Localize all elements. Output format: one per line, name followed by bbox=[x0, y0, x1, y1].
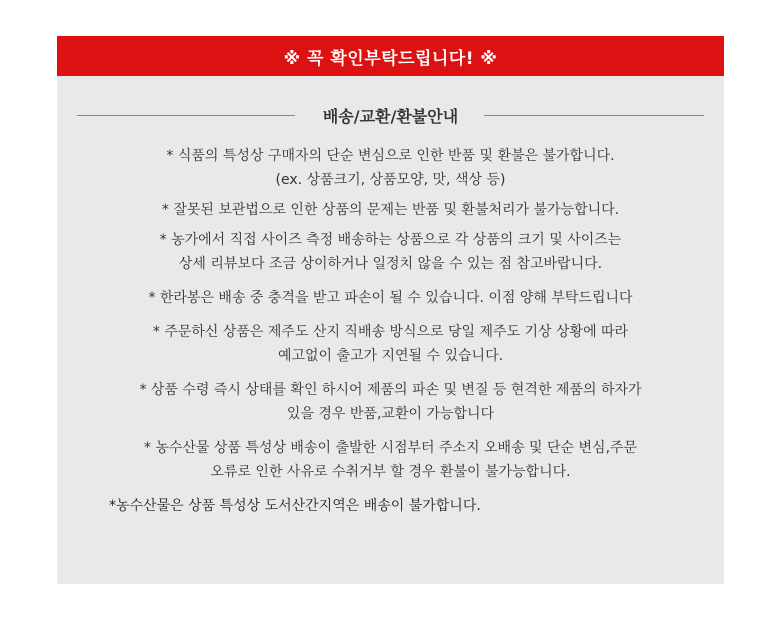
notice-item-shipping-damage bbox=[57, 286, 724, 310]
divider-left bbox=[77, 115, 295, 116]
notice-item-inspect-on-receipt bbox=[57, 378, 724, 426]
notice-item-no-refund-simple-change bbox=[57, 144, 724, 192]
notice-list bbox=[57, 144, 724, 518]
notice-line: 상세 리뷰보다 조금 상이하거나 일정치 않을 수 있는 점 참고바랍니다. bbox=[178, 256, 603, 272]
notice-line: * 식품의 특성상 구매자의 단순 변심으로 인한 반품 및 환불은 불가합니다. bbox=[166, 148, 615, 164]
notice-panel bbox=[57, 36, 724, 584]
section-title: 배송/교환/환불안내 bbox=[313, 104, 468, 127]
notice-line: * 주문하신 상품은 제주도 산지 직배송 방식으로 당일 제주도 기상 상황에 따라 bbox=[152, 324, 629, 340]
notice-line: (ex. 상품크기, 상품모양, 맛, 색상 등) bbox=[275, 172, 506, 188]
notice-banner-text: ※ 꼭 확인부탁드립니다! ※ bbox=[283, 48, 498, 69]
notice-line: 있을 경우 반품,교환이 가능합니다 bbox=[286, 406, 495, 422]
notice-item-improper-storage bbox=[57, 198, 724, 222]
notice-item-size-variance bbox=[57, 228, 724, 276]
notice-item-remote-area bbox=[57, 494, 724, 518]
notice-line: * 잘못된 보관법으로 인한 상품의 문제는 반품 및 환불처리가 불가능합니다. bbox=[161, 202, 620, 218]
notice-banner bbox=[57, 36, 724, 76]
notice-line: * 농가에서 직접 사이즈 측정 배송하는 상품으로 각 상품의 크기 및 사이즈는 bbox=[159, 232, 622, 248]
notice-line: 예고없이 출고가 지연될 수 있습니다. bbox=[277, 348, 504, 364]
notice-line: * 농수산물 상품 특성상 배송이 출발한 시점부터 주소지 오배송 및 단순 변심,주문 bbox=[143, 440, 638, 456]
notice-item-refusal-no-refund bbox=[57, 436, 724, 484]
divider-right bbox=[484, 115, 704, 116]
notice-line: *농수산물은 상품 특성상 도서산간지역은 배송이 불가합니다. bbox=[109, 498, 481, 514]
section-heading bbox=[57, 104, 724, 126]
notice-item-weather-delay bbox=[57, 320, 724, 368]
notice-line: * 한라봉은 배송 중 충격을 받고 파손이 될 수 있습니다. 이점 양해 부탁드립니다 bbox=[148, 290, 633, 306]
notice-line: 오류로 인한 사유로 수취거부 할 경우 환불이 불가능합니다. bbox=[210, 464, 571, 480]
notice-line: * 상품 수령 즉시 상태를 확인 하시어 제품의 파손 및 변질 등 현격한 제품의 하자가 bbox=[139, 382, 642, 398]
